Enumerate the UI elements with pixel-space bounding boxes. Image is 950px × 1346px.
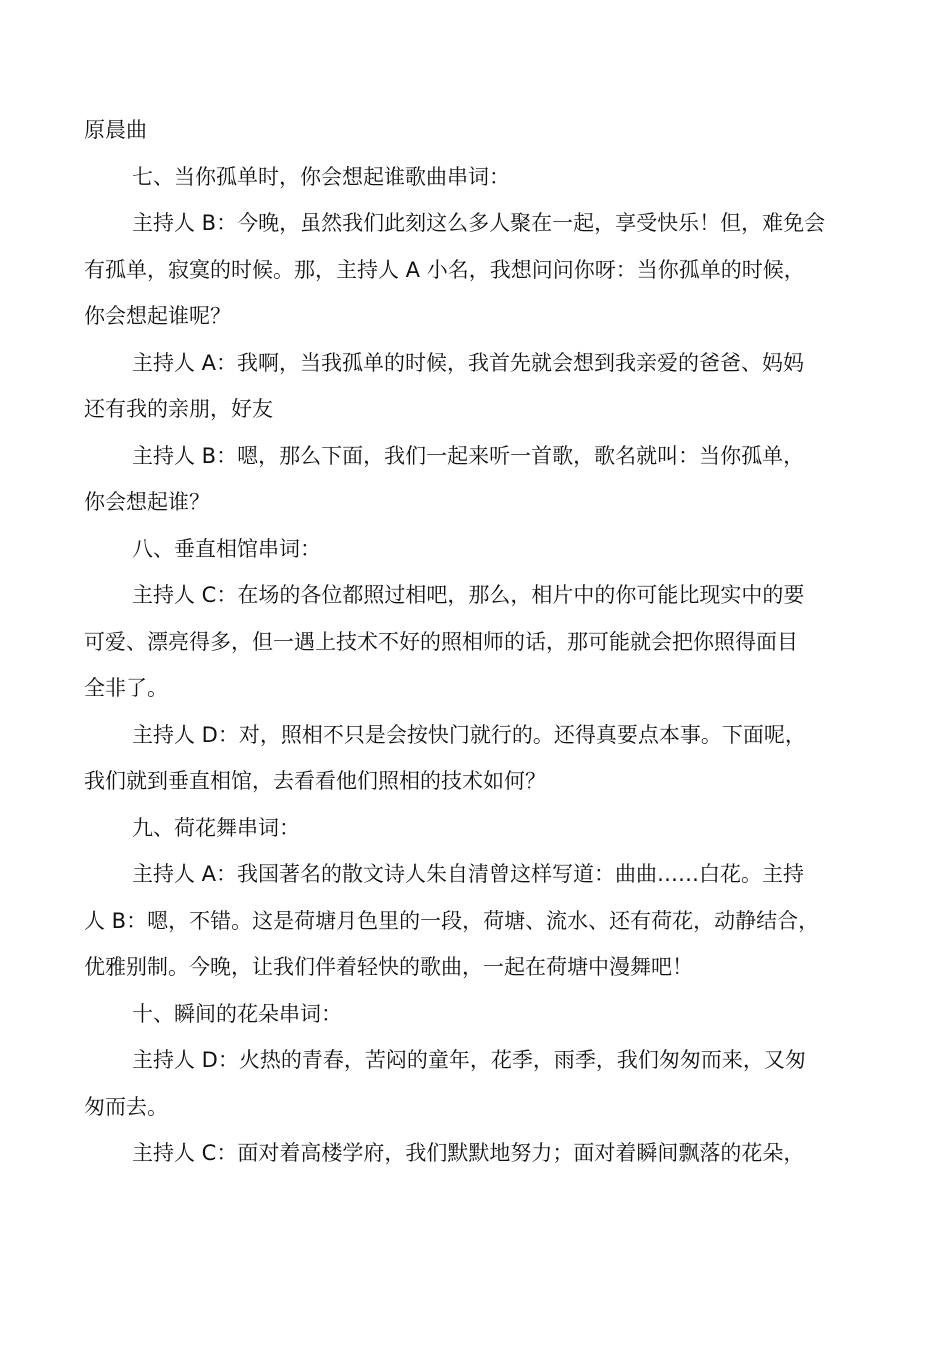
paragraph-line: 主持人 D：火热的青春，苦闷的童年，花季，雨季，我们匆匆而来，又匆 <box>132 1048 806 1072</box>
paragraph-line: 主持人 B：今晚，虽然我们此刻这么多人聚在一起，享受快乐！但，难免会 <box>132 211 826 235</box>
paragraph-line: 你会想起谁？ <box>84 490 210 514</box>
paragraph-line: 有孤单，寂寞的时候。那，主持人 A 小名，我想问问你呀：当你孤单的时候， <box>84 257 805 282</box>
text-line-continuation: 原晨曲 <box>84 118 147 142</box>
paragraph-line: 还有我的亲朋，好友 <box>84 397 273 421</box>
paragraph-line: 我们就到垂直相馆，去看看他们照相的技术如何？ <box>84 769 546 793</box>
paragraph-line: 匆而去。 <box>84 1094 168 1119</box>
paragraph-line: 主持人 B：嗯，那么下面，我们一起来听一首歌，歌名就叫：当你孤单， <box>132 443 805 468</box>
paragraph-line: 主持人 A：我啊，当我孤单的时候，我首先就会想到我亲爱的爸爸、妈妈 <box>132 350 805 375</box>
paragraph-line: 主持人 D：对，照相不只是会按快门就行的。还得真要点本事。下面呢， <box>132 722 806 747</box>
paragraph-line: 优雅别制。今晚，让我们伴着轻快的歌曲，一起在荷塘中漫舞吧！ <box>84 955 693 979</box>
paragraph-line: 可爱、漂亮得多，但一遇上技术不好的照相师的话，那可能就会把你照得面目 <box>84 629 798 654</box>
section-heading-8: 八、垂直相馆串词： <box>132 536 321 561</box>
section-heading-10: 十、瞬间的花朵串词： <box>132 1001 342 1026</box>
paragraph-line: 你会想起谁呢？ <box>84 304 231 328</box>
section-heading-9: 九、荷花舞串词： <box>132 815 300 840</box>
paragraph-line: 全非了。 <box>84 676 168 700</box>
document-page <box>84 107 874 1177</box>
paragraph-line: 主持人 C：在场的各位都照过相吧，那么，相片中的你可能比现实中的要 <box>132 583 805 607</box>
paragraph-line: 人 B：嗯，不错。这是荷塘月色里的一段，荷塘、流水、还有荷花，动静结合， <box>84 908 820 933</box>
section-heading-7: 七、当你孤单时，你会想起谁歌曲串词： <box>132 164 510 189</box>
paragraph-line: 主持人 A：我国著名的散文诗人朱自清曾这样写道：曲曲……白花。主持 <box>132 862 805 886</box>
paragraph-line: 主持人 C：面对着高楼学府，我们默默地努力；面对着瞬间飘落的花朵， <box>132 1141 805 1165</box>
